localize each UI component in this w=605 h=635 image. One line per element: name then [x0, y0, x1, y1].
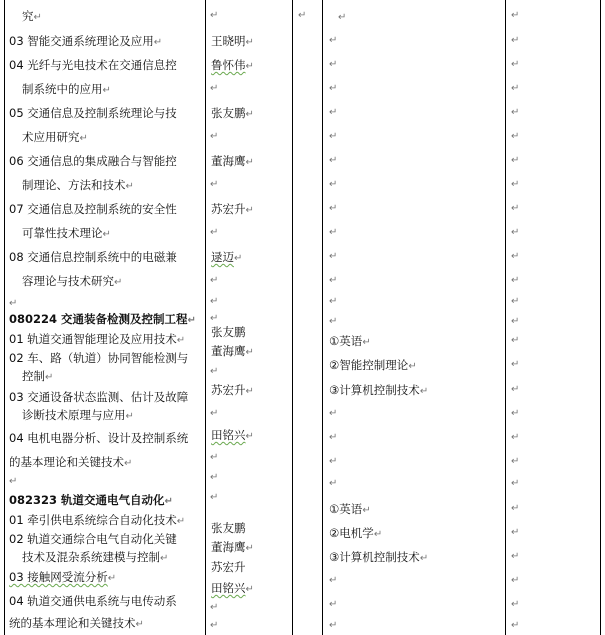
paragraph-mark: ↵: [511, 384, 520, 395]
table-col-divider-2: [292, 0, 293, 635]
paragraph-mark: ↵: [329, 155, 338, 166]
paragraph-mark: ↵: [511, 620, 520, 631]
paragraph-mark: ↵: [210, 296, 219, 307]
supervisor-name: 苏宏升↵: [211, 202, 254, 216]
table-col-divider-3: [322, 0, 323, 635]
direction-line: 技术及混杂系统建模与控制↵: [22, 550, 169, 564]
paragraph-mark: ↵: [210, 179, 219, 190]
exam-subject: ②智能控制理论↵: [329, 358, 417, 372]
direction-line: 02 轨道交通综合电气自动化关键: [9, 532, 177, 546]
paragraph-mark: ↵: [210, 366, 219, 377]
paragraph-mark: ↵: [511, 503, 520, 514]
direction-line: 诊断技术原理与应用↵: [22, 408, 134, 422]
paragraph-mark: ↵: [329, 620, 338, 631]
paragraph-mark: ↵: [329, 575, 338, 586]
exam-subject: ①英语↵: [329, 502, 371, 516]
paragraph-mark: ↵: [511, 478, 520, 489]
paragraph-mark: ↵: [210, 227, 219, 238]
supervisor-name: 苏宏升↵: [211, 383, 254, 397]
paragraph-mark: ↵: [329, 316, 338, 327]
paragraph-mark: ↵: [329, 107, 338, 118]
paragraph-mark: ↵: [511, 131, 520, 142]
direction-line: 04 电机电器分析、设计及控制系统: [9, 431, 189, 445]
table-right-border: [600, 0, 601, 635]
exam-subject: ②电机学↵: [329, 526, 383, 540]
paragraph-mark: ↵: [329, 179, 338, 190]
paragraph-mark: ↵: [329, 478, 338, 489]
supervisor-name: 鲁怀伟↵: [211, 58, 254, 72]
direction-line: 容理论与技术研究↵: [22, 274, 123, 288]
direction-line: 06 交通信息的集成融合与智能控: [9, 154, 177, 168]
paragraph-mark: ↵: [329, 599, 338, 610]
direction-line: 07 交通信息及控制系统的安全性: [9, 202, 177, 216]
direction-line: 01 牵引供电系统综合自动化技术↵: [9, 513, 186, 527]
paragraph-mark: ↵: [511, 251, 520, 262]
paragraph-mark: ↵: [329, 227, 338, 238]
paragraph-mark: ↵: [511, 179, 520, 190]
direction-line: 的基本理论和关键技术↵: [9, 455, 133, 469]
table-col-divider-4: [505, 0, 506, 635]
direction-line: 究↵: [22, 9, 42, 23]
paragraph-mark: ↵: [329, 251, 338, 262]
paragraph-mark: ↵: [329, 35, 338, 46]
paragraph-mark: ↵: [329, 275, 338, 286]
supervisor-name: 董海鹰↵: [211, 344, 254, 358]
supervisor-name: 苏宏升: [211, 560, 246, 574]
paragraph-mark: ↵: [511, 432, 520, 443]
paragraph-mark: ↵: [210, 492, 219, 503]
paragraph-mark: ↵: [210, 275, 219, 286]
direction-line: ↵: [9, 298, 18, 309]
supervisor-name: 董海鹰↵: [211, 154, 254, 168]
paragraph-mark: ↵: [210, 10, 219, 21]
direction-line: 03 接触网受流分析↵: [9, 570, 117, 584]
paragraph-mark: ↵: [511, 107, 520, 118]
paragraph-mark: ↵: [511, 203, 520, 214]
paragraph-mark: ↵: [329, 203, 338, 214]
exam-subject: ③计算机控制技术↵: [329, 383, 429, 397]
paragraph-mark: ↵: [210, 472, 219, 483]
paragraph-mark: ↵: [511, 456, 520, 467]
direction-line: 08 交通信息控制系统中的电磁兼: [9, 250, 177, 264]
direction-line: 04 光纤与光电技术在交通信息控: [9, 58, 177, 72]
paragraph-mark: ↵: [210, 131, 219, 142]
paragraph-mark: ↵: [511, 10, 520, 21]
direction-line: 05 交通信息及控制系统理论与技: [9, 106, 177, 120]
paragraph-mark: ↵: [338, 12, 347, 23]
direction-line: 03 交通设备状态监测、估计及故障: [9, 390, 189, 404]
supervisor-name: 田铭兴↵: [211, 581, 254, 595]
direction-line: 控制↵: [22, 369, 54, 383]
paragraph-mark: ↵: [511, 408, 520, 419]
table-left-border: [4, 0, 5, 635]
paragraph-mark: ↵: [511, 59, 520, 70]
paragraph-mark: ↵: [511, 275, 520, 286]
paragraph-mark: ↵: [210, 452, 219, 463]
paragraph-mark: ↵: [329, 296, 338, 307]
table-col-divider-1: [205, 0, 206, 635]
paragraph-mark: ↵: [210, 83, 219, 94]
paragraph-mark: ↵: [511, 575, 520, 586]
paragraph-mark: ↵: [511, 359, 520, 370]
paragraph-mark: ↵: [329, 432, 338, 443]
paragraph-mark: ↵: [511, 35, 520, 46]
paragraph-mark: ↵: [511, 155, 520, 166]
supervisor-name: 逯迈↵: [211, 250, 243, 264]
paragraph-mark: ↵: [511, 83, 520, 94]
paragraph-mark: ↵: [298, 10, 307, 21]
supervisor-name: 张友鹏: [211, 325, 246, 339]
direction-line: 01 轨道交通智能理论及应用技术↵: [9, 332, 186, 346]
paragraph-mark: ↵: [511, 335, 520, 346]
paragraph-mark: ↵: [511, 551, 520, 562]
paragraph-mark: ↵: [511, 296, 520, 307]
direction-line: ↵: [9, 476, 18, 487]
direction-line: 制系统中的应用↵: [22, 82, 111, 96]
supervisor-name: 张友鹏↵: [211, 106, 254, 120]
section-heading: 080224 交通装备检测及控制工程↵: [9, 312, 196, 326]
supervisor-name: 张友鹏: [211, 521, 246, 535]
paragraph-mark: ↵: [329, 456, 338, 467]
paragraph-mark: ↵: [511, 527, 520, 538]
section-heading: 082323 轨道交通电气自动化↵: [9, 493, 173, 507]
paragraph-mark: ↵: [329, 131, 338, 142]
direction-line: 统的基本理论和关键技术↵: [9, 616, 144, 630]
direction-line: 04 轨道交通供电系统与电传动系: [9, 594, 177, 608]
paragraph-mark: ↵: [511, 227, 520, 238]
supervisor-name: 王晓明↵: [211, 34, 254, 48]
direction-line: 03 智能交通系统理论及应用↵: [9, 34, 163, 48]
direction-line: 术应用研究↵: [22, 130, 88, 144]
paragraph-mark: ↵: [329, 83, 338, 94]
supervisor-name: 董海鹰↵: [211, 540, 254, 554]
paragraph-mark: ↵: [511, 316, 520, 327]
exam-subject: ③计算机控制技术↵: [329, 550, 429, 564]
paragraph-mark: ↵: [329, 408, 338, 419]
paragraph-mark: ↵: [329, 59, 338, 70]
direction-line: 02 车、路（轨道）协同智能检测与: [9, 351, 189, 365]
exam-subject: ①英语↵: [329, 334, 371, 348]
direction-line: 可靠性技术理论↵: [22, 226, 111, 240]
paragraph-mark: ↵: [210, 408, 219, 419]
paragraph-mark: ↵: [511, 599, 520, 610]
supervisor-name: 田铭兴↵: [211, 428, 254, 442]
paragraph-mark: ↵: [210, 602, 219, 613]
paragraph-mark: ↵: [210, 313, 219, 324]
direction-line: 制理论、方法和技术↵: [22, 178, 134, 192]
paragraph-mark: ↵: [210, 620, 219, 631]
